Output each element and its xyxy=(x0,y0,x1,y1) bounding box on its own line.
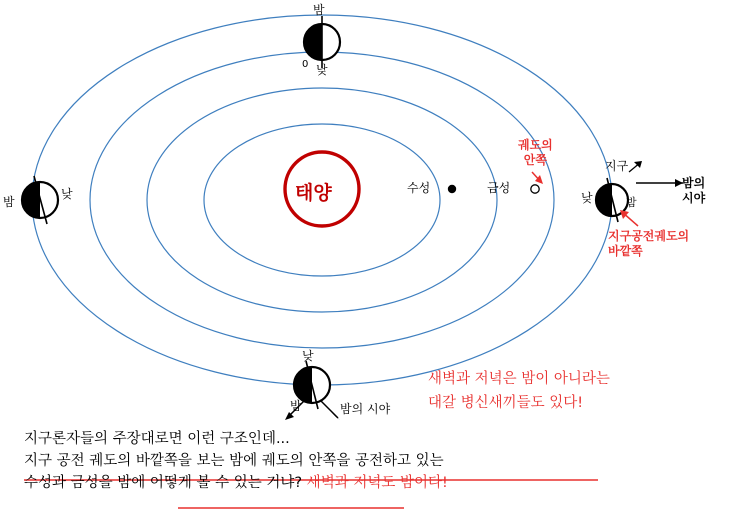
bottom-paragraph-line3-tail: 새벽과 저녁도 밤이다! xyxy=(302,475,448,491)
bottom-paragraph-line1: 지구론자들의 주장대로면 이런 구조인데... xyxy=(24,431,290,447)
earth-left-night-label: 밤 xyxy=(3,195,15,209)
earth-left xyxy=(22,176,58,224)
earth-left-day-label: 낮 xyxy=(61,187,73,201)
annotation-night-view-bottom: 밤의 시야 xyxy=(340,402,391,416)
earth-top-night-label: 밤 xyxy=(313,3,325,17)
arrow-night-bottom-right xyxy=(320,400,338,418)
planet-label-mercury: 수성 xyxy=(407,181,431,195)
earth-right-earth-label: 지구 xyxy=(605,159,629,173)
earth-bottom-night-label: 밤 xyxy=(290,399,302,413)
annotation-night-view-right-line1: 밤의 xyxy=(682,176,706,190)
earth-top xyxy=(304,16,340,68)
earth-right-day-label: 낮 xyxy=(581,191,593,205)
sun-label: 태양 xyxy=(295,182,332,204)
annotation-orbit-inside xyxy=(518,138,553,168)
venus-dot xyxy=(531,185,539,193)
bottom-paragraph-line2: 지구 공전 궤도의 바깥쪽을 보는 밤에 궤도의 안쪽을 공전하고 있는 xyxy=(24,453,444,469)
annotation-night-view-right xyxy=(682,176,705,206)
bottom-paragraph-line3 xyxy=(24,472,448,494)
mercury-dot xyxy=(448,185,456,193)
annotation-earth-orbit-outside-line2: 바깥쪽 xyxy=(608,244,643,258)
bottom-paragraph xyxy=(24,428,448,494)
red-note-line2: 대갈 병신새끼들도 있다! xyxy=(428,395,584,411)
earth-top-day-label: 낮 xyxy=(316,63,328,77)
bottom-paragraph-line3-main: 수성과 금성을 밤에 어떻게 볼 수 있는 거냐? xyxy=(24,475,303,491)
annotation-night-view-right-line2: 시야 xyxy=(682,191,706,205)
earth-top-zero-label: 0 xyxy=(302,59,309,70)
planet-label-venus: 금성 xyxy=(487,181,511,195)
red-note-line1: 새벽과 저녁은 밤이 아니라는 xyxy=(428,371,610,387)
annotation-earth-orbit-outside xyxy=(608,229,689,259)
red-note xyxy=(428,367,610,415)
annotation-earth-orbit-outside-line1: 지구공전궤도의 xyxy=(608,229,690,243)
annotation-orbit-inside-line1: 궤도의 xyxy=(518,138,553,152)
earth-right-night-label: 밤 xyxy=(626,196,637,209)
annotation-orbit-inside-line2: 안쪽 xyxy=(523,153,547,167)
earth-bottom-day-label: 낮 xyxy=(302,349,314,363)
